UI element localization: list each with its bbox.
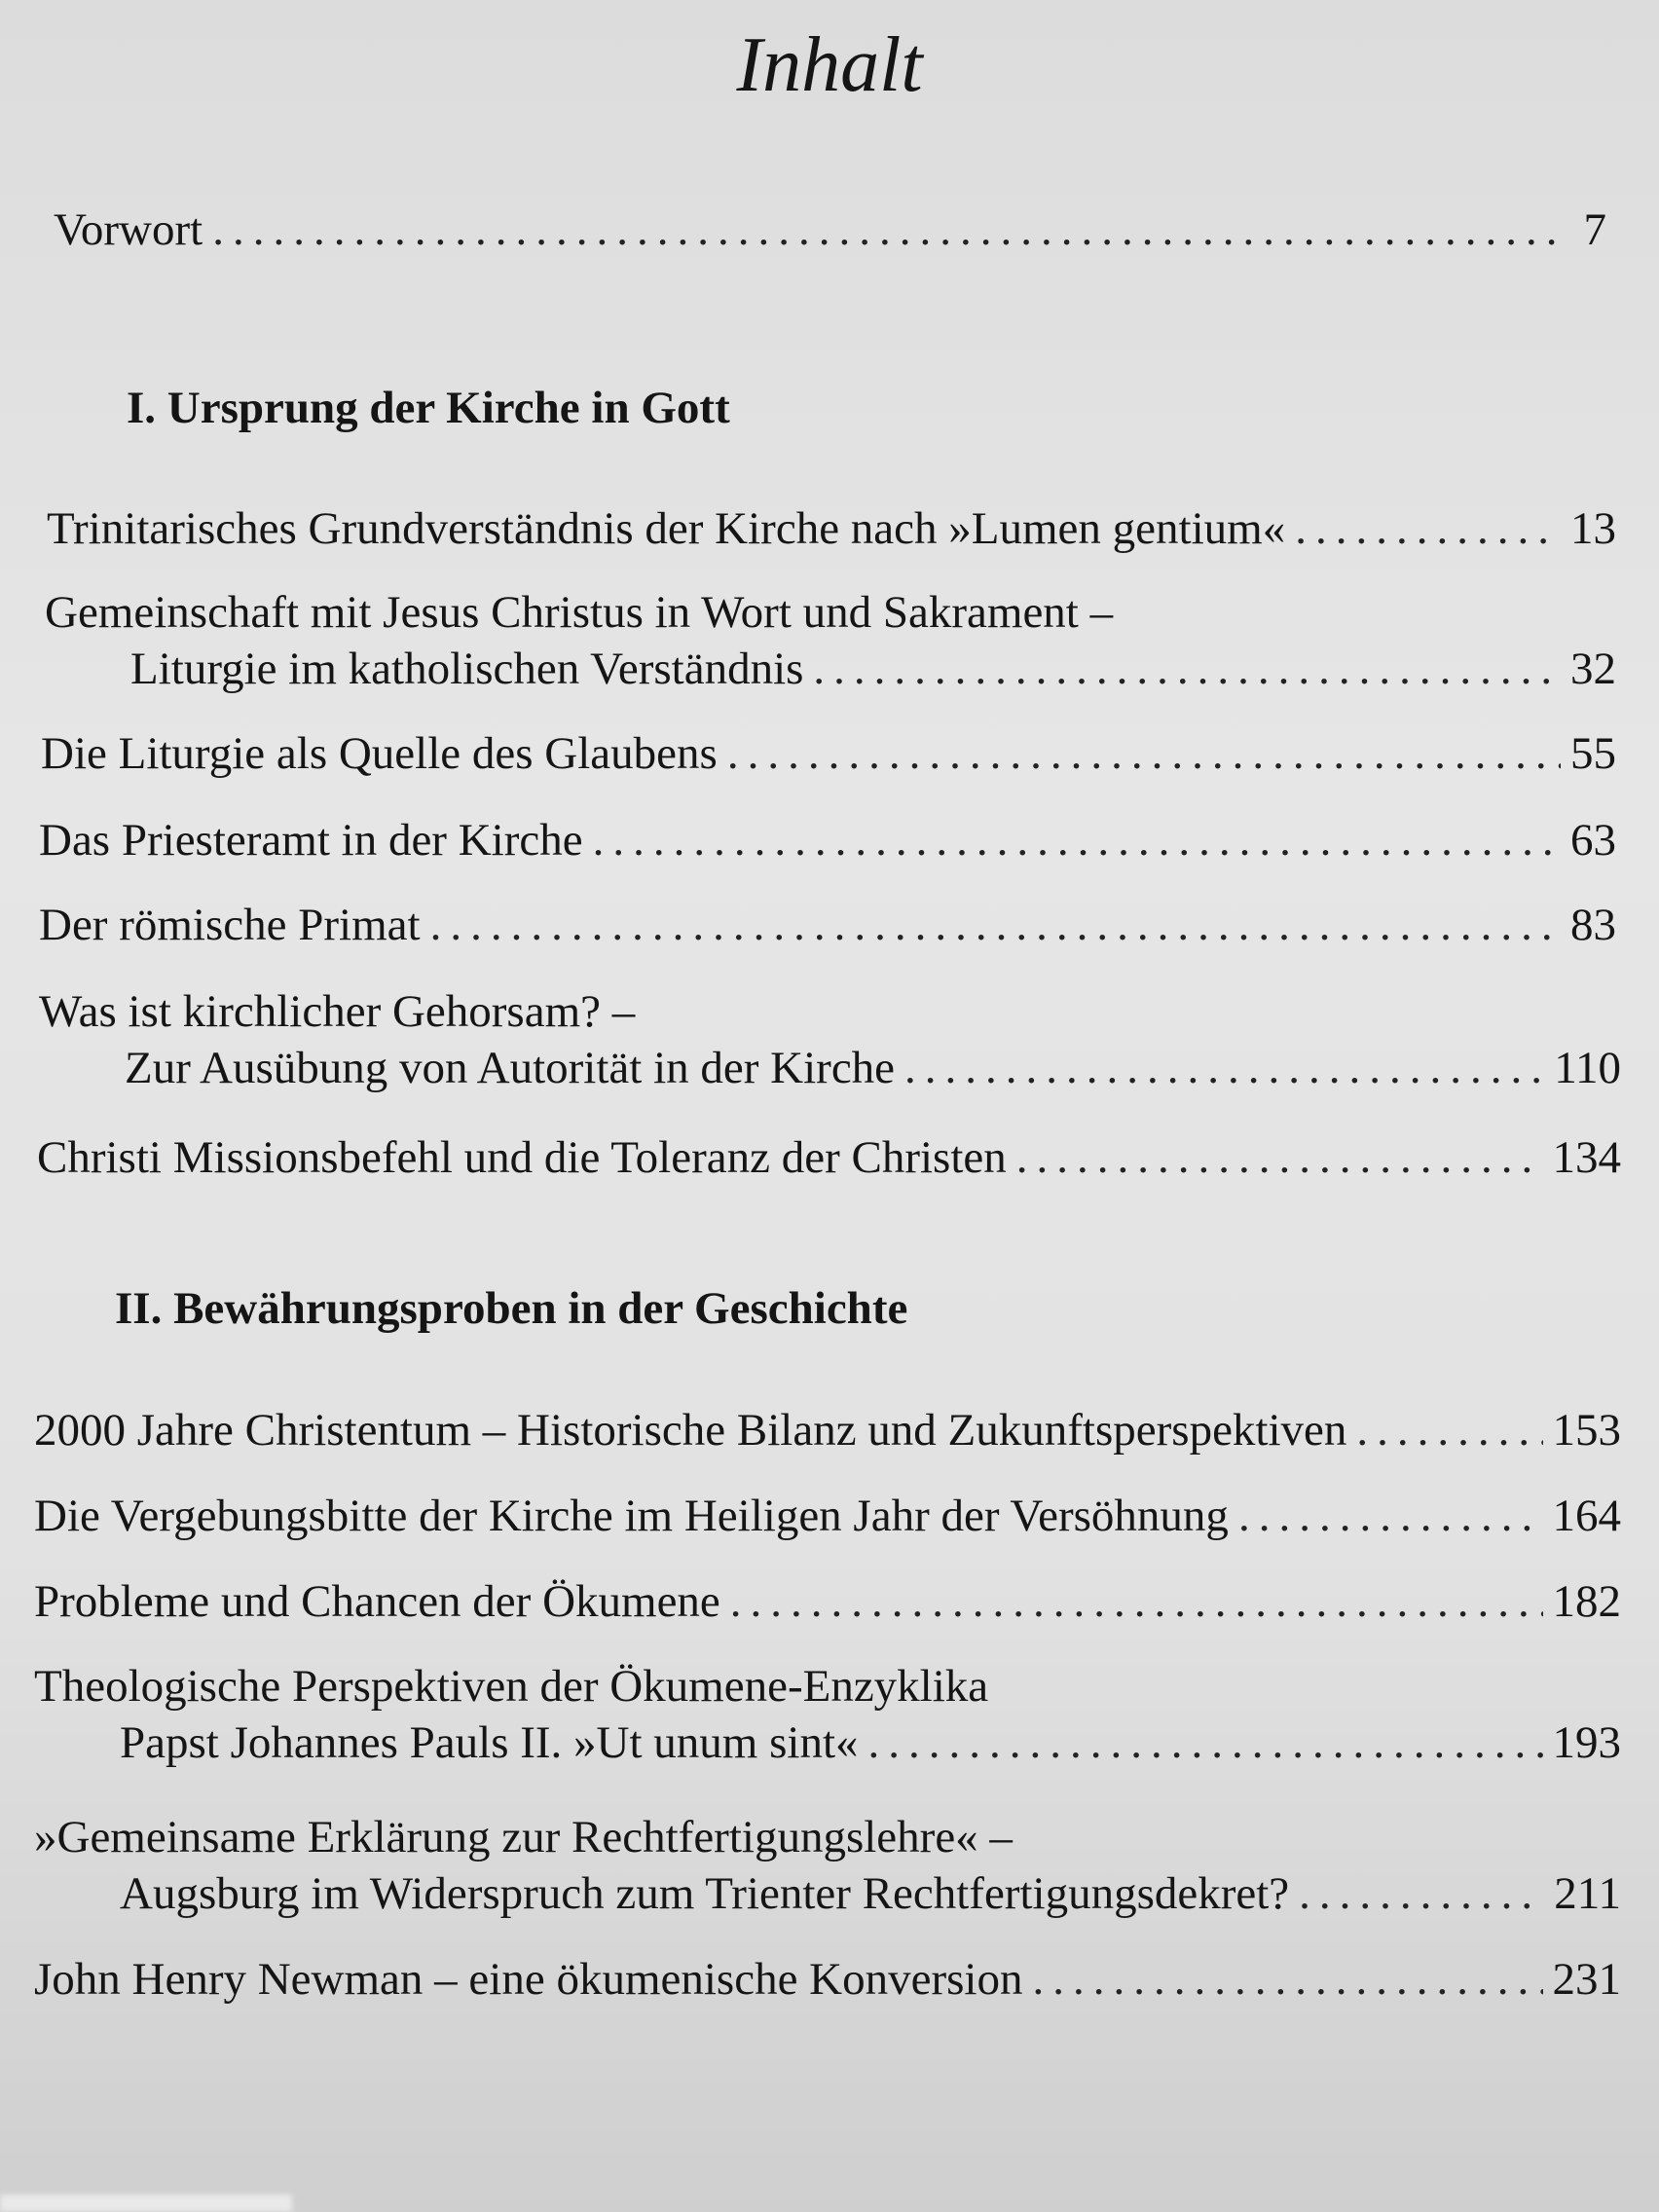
toc-entry-text: 2000 Jahre Christentum – Historische Bilanz und Zukunftsperspektiven xyxy=(34,1405,1347,1456)
dot-leader xyxy=(430,897,1561,953)
toc-page-number: 134 xyxy=(1552,1132,1621,1183)
toc-entry xyxy=(41,725,1616,782)
toc-entry-text: Vorwort xyxy=(54,204,203,255)
dot-leader xyxy=(813,641,1561,697)
dot-leader xyxy=(727,725,1561,782)
toc-entry-text: John Henry Newman – eine ökumenische Konversion xyxy=(34,1954,1023,2005)
toc-page-number: 110 xyxy=(1554,1043,1621,1093)
toc-entry xyxy=(34,1809,1621,1922)
toc-page-number: 182 xyxy=(1552,1576,1621,1627)
toc-page-number: 55 xyxy=(1570,728,1616,779)
dot-leader xyxy=(593,812,1561,868)
toc-entry xyxy=(34,1573,1621,1630)
toc-page-number: 211 xyxy=(1554,1868,1621,1919)
toc-entry-text: Christi Missionsbefehl und die Toleranz der Christen xyxy=(37,1132,1007,1183)
dot-leader xyxy=(1016,1129,1543,1186)
toc-entry-text-continued: Papst Johannes Pauls II. »Ut unum sint« xyxy=(120,1717,859,1768)
toc-entry-text: Was ist kirchlicher Gehorsam? – xyxy=(39,986,636,1037)
toc-entry-text: Die Liturgie als Quelle des Glaubens xyxy=(41,728,718,779)
toc-entry xyxy=(47,500,1616,557)
toc-entry xyxy=(34,1488,1621,1544)
dot-leader xyxy=(1032,1951,1542,2008)
toc-entry-text: Theologische Perspektiven der Ökumene-Enzyklika xyxy=(34,1661,989,1712)
toc-entry xyxy=(34,1402,1621,1458)
toc-entry-text: Das Priesteramt in der Kirche xyxy=(39,815,583,866)
toc-entry-text: Trinitarisches Grundverständnis der Kirche nach »Lumen gentium« xyxy=(47,503,1286,554)
dot-leader xyxy=(212,202,1558,258)
toc-entry-vorwort xyxy=(54,202,1606,258)
watermark-smudge xyxy=(0,2194,292,2212)
toc-page-number: 164 xyxy=(1552,1491,1621,1541)
toc-entry-text-continued: Augsburg im Widerspruch zum Trienter Rechtfertigungsdekret? xyxy=(120,1868,1290,1919)
toc-entry-text-continued: Zur Ausübung von Autorität in der Kirche xyxy=(125,1043,896,1093)
toc-entry-text: »Gemeinsame Erklärung zur Rechtfertigungslehre« – xyxy=(34,1812,1013,1862)
toc-entry-text: Der römische Primat xyxy=(39,900,421,950)
toc-entry-text-continued: Liturgie im katholischen Verständnis xyxy=(130,644,804,694)
section-heading-1: I. Ursprung der Kirche in Gott xyxy=(127,383,730,433)
toc-entry xyxy=(39,897,1616,953)
dot-leader xyxy=(1295,500,1561,557)
dot-leader xyxy=(904,1040,1544,1096)
toc-entry-text: Gemeinschaft mit Jesus Christus in Wort und Sakrament – xyxy=(45,587,1114,638)
dot-leader xyxy=(1238,1488,1543,1544)
toc-entry xyxy=(34,1658,1621,1771)
dot-leader xyxy=(1299,1865,1544,1922)
toc-page-number: 7 xyxy=(1583,204,1606,255)
section-heading-2: II. Bewährungsproben in der Geschichte xyxy=(115,1283,908,1334)
toc-page-number: 63 xyxy=(1570,815,1616,866)
dot-leader xyxy=(730,1573,1543,1630)
dot-leader xyxy=(868,1714,1543,1771)
toc-entry xyxy=(45,584,1616,697)
toc-entry-text: Die Vergebungsbitte der Kirche im Heiligen Jahr der Versöhnung xyxy=(34,1491,1229,1541)
toc-entry-text: Probleme und Chancen der Ökumene xyxy=(34,1576,720,1627)
toc-entry xyxy=(34,1951,1621,2008)
toc-page-number: 13 xyxy=(1570,503,1616,554)
toc-entry xyxy=(37,1129,1621,1186)
toc-page-number: 153 xyxy=(1552,1405,1621,1456)
page-title: Inhalt xyxy=(736,22,923,108)
toc-entry xyxy=(39,812,1616,868)
toc-entry xyxy=(39,983,1621,1096)
toc-page-number: 193 xyxy=(1552,1717,1621,1768)
toc-page-number: 231 xyxy=(1552,1954,1621,2005)
toc-page-number: 32 xyxy=(1570,644,1616,694)
dot-leader xyxy=(1356,1402,1542,1458)
toc-page-number: 83 xyxy=(1570,900,1616,950)
